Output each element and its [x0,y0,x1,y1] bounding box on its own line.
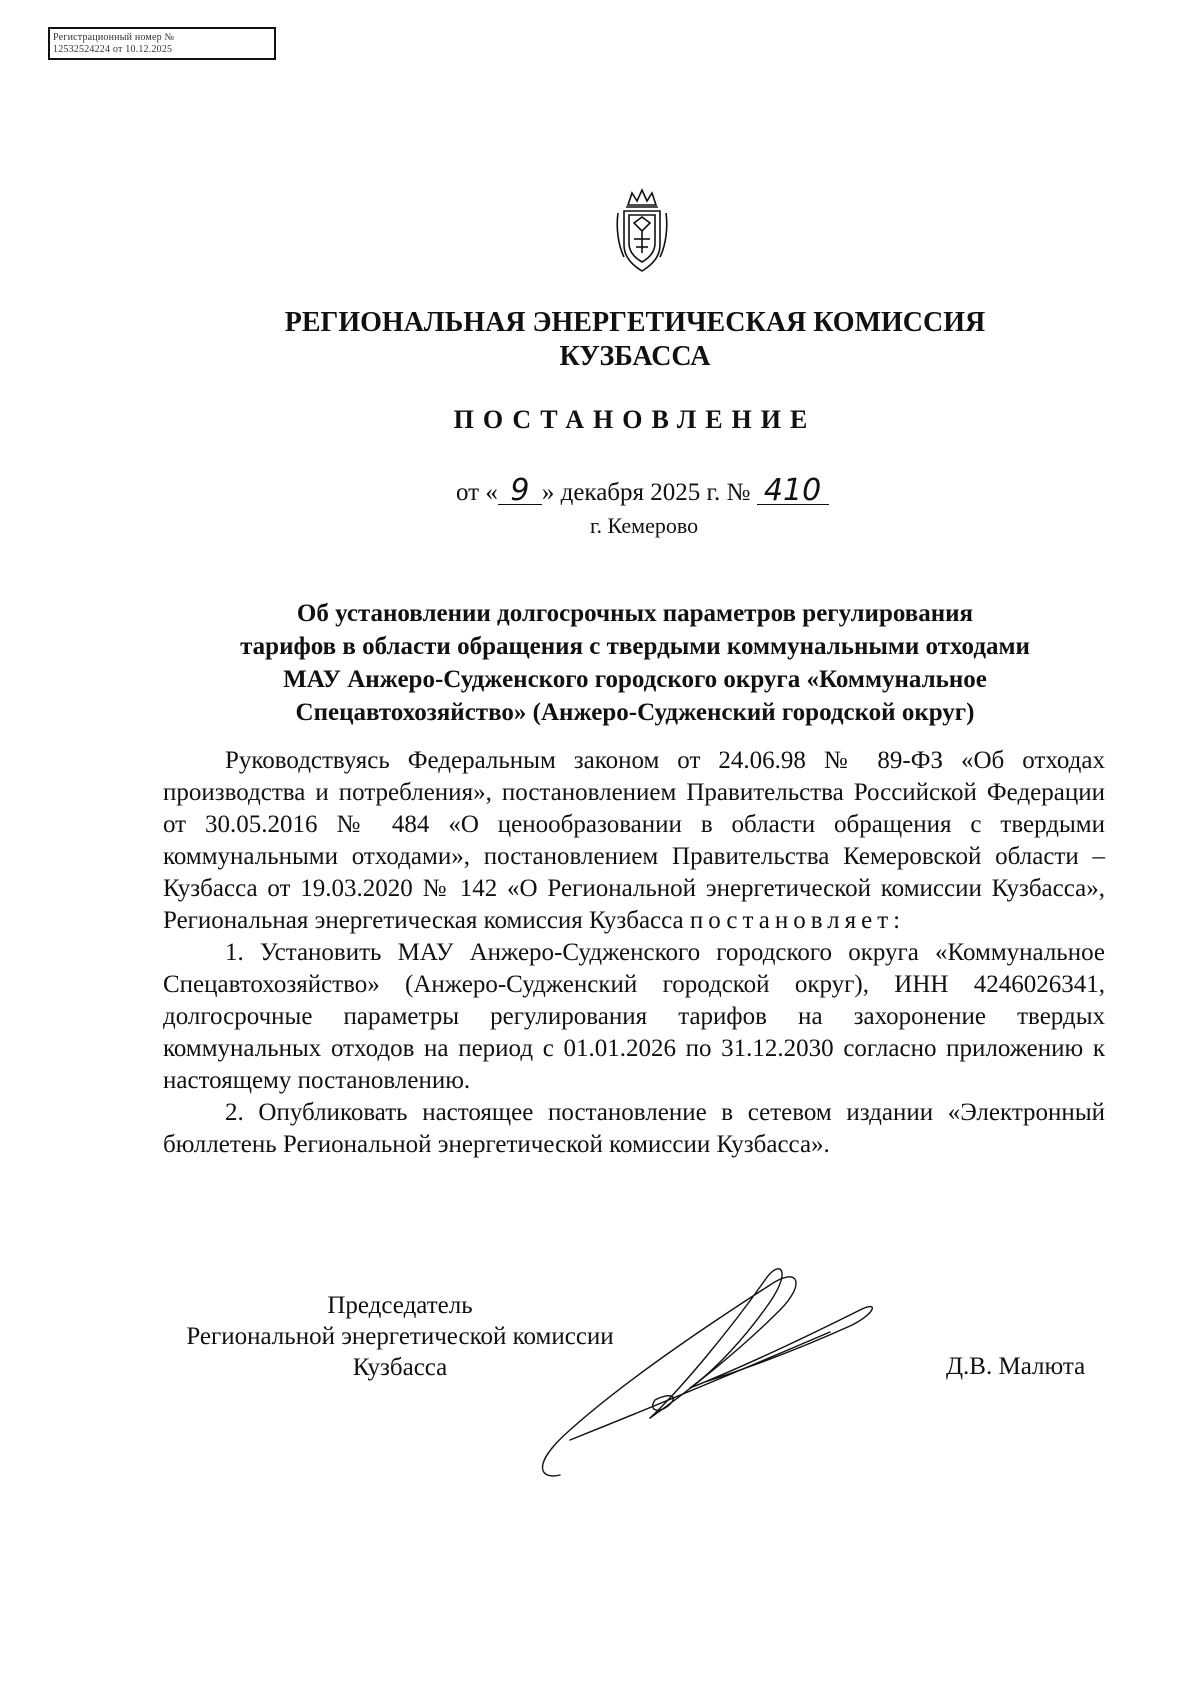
resolves-word: постановляет: [689,907,906,934]
signatory-title-line1: Председатель [327,1292,473,1319]
registration-stamp [48,27,276,60]
item-1-paragraph: 1. Установить МАУ Анжеро-Судженского городского округа «Коммунальное Спецавтохозяйство» (Анжеро-Судженский городской округ), ИНН 4246026341, долгосрочные параметры регулирования тарифов на захоронение твердых коммунальных отходов на период с 01.01.2026 по 31.12.2030 согласно приложению к настоящему постановлению. [163,939,1105,1094]
handwritten-signature [530,1240,930,1490]
subject-line3: МАУ Анжеро-Судженского городского округа «Коммунальное [283,666,987,693]
subject-line1: Об установлении долгосрочных параметров регулирования [296,600,974,627]
subject-line2: тарифов в области обращения с твердыми коммунальными отходами [240,633,1030,660]
date-prefix: от « [456,479,498,506]
decree-date-line [456,473,829,508]
date-middle: » декабря 2025 г. № [541,479,751,506]
decree-title: ПОСТАНОВЛЕНИЕ [453,405,817,434]
registration-label: Регистрационный номер № [53,32,175,43]
registration-number: 12532524224 от 10.12.2025 [53,44,173,55]
signatory-title-line2: Региональной энергетической комиссии [186,1323,614,1350]
decree-city: г. Кемерово [590,513,699,538]
signatory-title-line3: Кузбасса [352,1354,448,1381]
decree-number-handwritten: 410 [757,478,829,505]
kuzbass-coat-of-arms-icon [614,187,670,275]
subject-line4: Спецавтохозяйство» (Анжеро-Судженский городской округ) [295,699,975,726]
decree-body [163,745,1105,1161]
decree-subject [160,597,1110,729]
organization-name-line2: КУЗБАССА [559,341,711,372]
item-2-paragraph: 2. Опубликовать настоящее постановление в сетевом издании «Электронный бюллетень Региональной энергетической комиссии Кузбасса». [163,1099,1105,1158]
date-day-handwritten: 9 [498,478,542,505]
organization-name-line1: РЕГИОНАЛЬНАЯ ЭНЕРГЕТИЧЕСКАЯ КОМИССИЯ [284,307,986,338]
organization-name [160,306,1110,374]
signatory-name: Д.В. Малюта [946,1353,1086,1380]
preamble-paragraph [163,745,1105,937]
preamble-text: Руководствуясь Федеральным законом от 24.06.98 № 89-ФЗ «Об отходах производства и потребления», постановлением Правительства Российской Федерации от 30.05.2016 № 484 «О ценообразовании в области обращения с твердыми коммунальными отходами», постановлением Правительства Кемеровской области – Кузбасса от 19.03.2020 № 142 «О Региональной энергетической комиссии Кузбасса», Региональная энергетическая комиссия Кузбасса [163,747,1105,934]
